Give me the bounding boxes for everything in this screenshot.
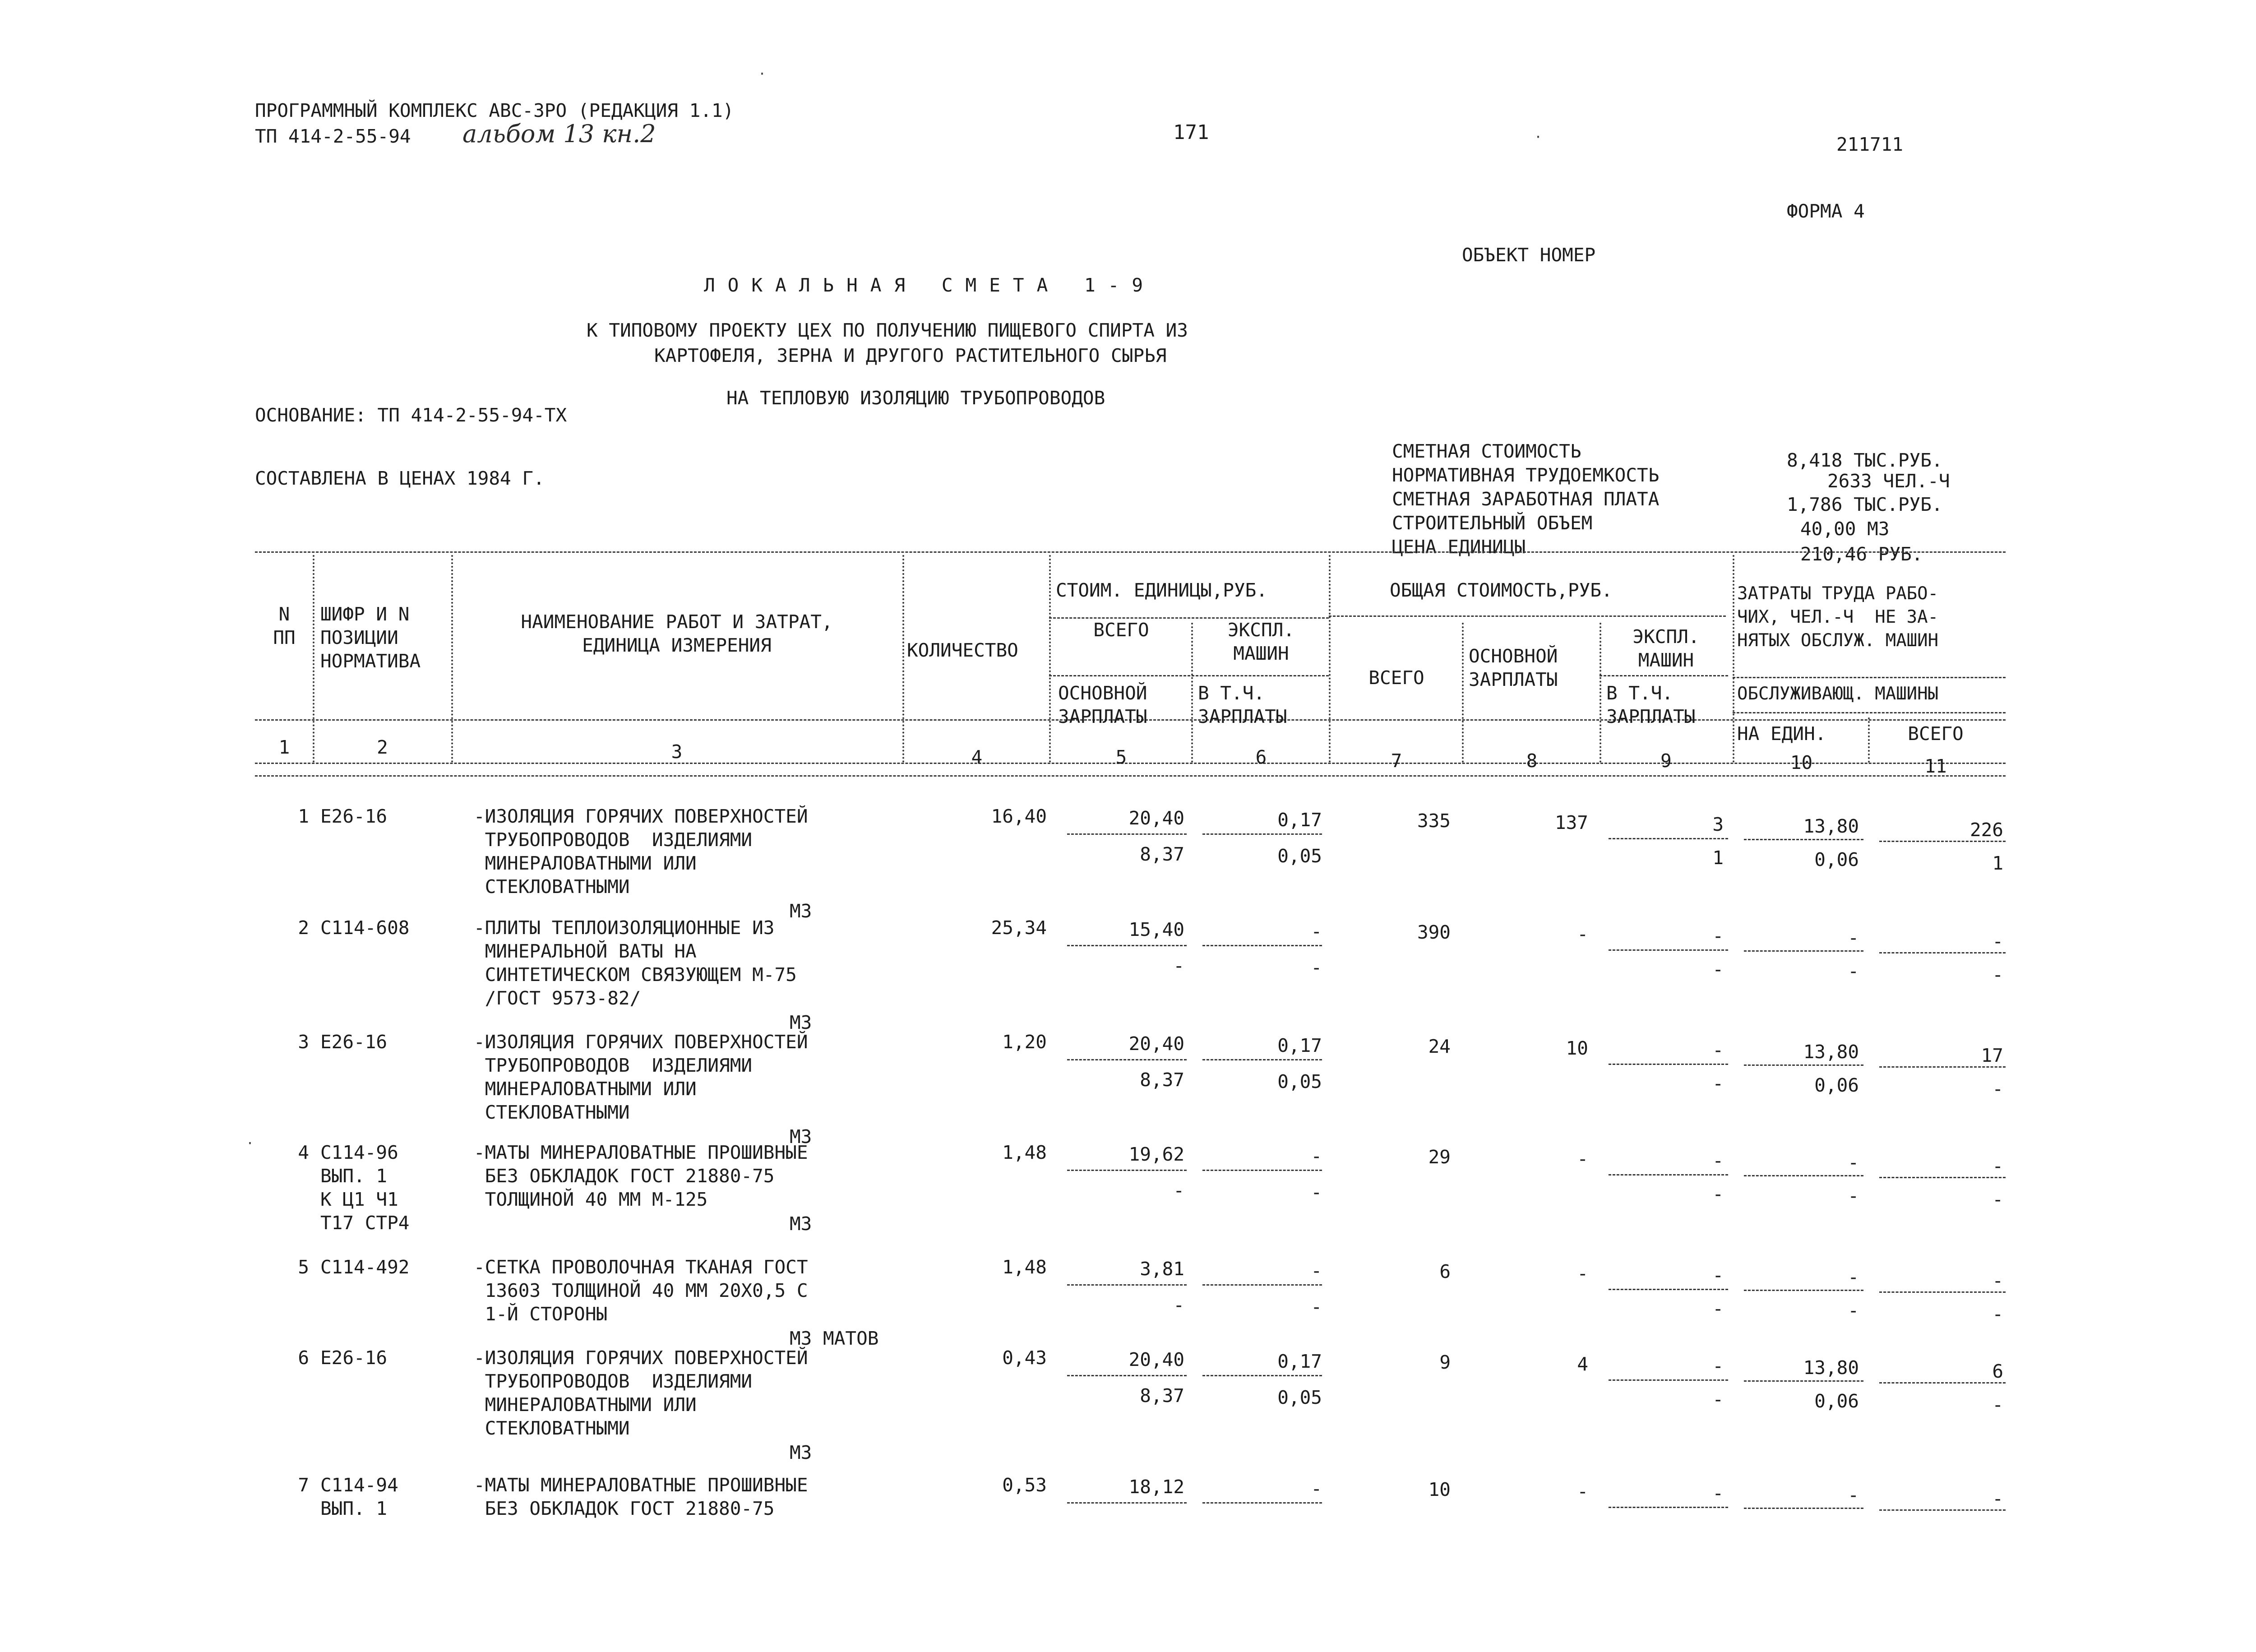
row-divider	[1744, 950, 1863, 952]
handwritten-note: альбом 13 кн.2	[462, 120, 656, 148]
row-labor-unit: 13,80	[1803, 815, 1859, 837]
row-labor-unit: 13,80	[1803, 1357, 1859, 1379]
title-line-1: К ТИПОВОМУ ПРОЕКТУ ЦЕХ ПО ПОЛУЧЕНИЮ ПИЩЕВОГО СПИРТА ИЗ	[587, 319, 1188, 341]
row-labor-total: -	[1992, 1488, 2003, 1509]
row-total-mach: 3	[1712, 814, 1724, 835]
row-labor-unit: -	[1848, 927, 1859, 949]
row-unit-wage: -	[1173, 955, 1184, 976]
row-total-wage: -	[1577, 1148, 1588, 1170]
row-divider	[1879, 1509, 2006, 1511]
row-divider	[1202, 833, 1322, 835]
total-cost-divider	[1329, 615, 1726, 617]
col-header-total-wage: ОСНОВНОЙ ЗАРПЛАТЫ	[1469, 645, 1558, 690]
row-quantity: 1,48	[1002, 1142, 1047, 1163]
summary-label: СТРОИТЕЛЬНЫЙ ОБЪЕМ	[1392, 512, 1593, 534]
row-divider	[1609, 1507, 1728, 1508]
row-divider	[1744, 1508, 1863, 1509]
unit-cost-subdivider	[1049, 675, 1329, 676]
col-header-unit-wage: ОСНОВНОЙ ЗАРПЛАТЫ	[1058, 682, 1147, 727]
row-total: 9	[1439, 1351, 1451, 1373]
row-labor-total: -	[1992, 1270, 2003, 1291]
row-labor-unit: -	[1848, 1152, 1859, 1173]
row-unit-mach: -	[1311, 1478, 1322, 1499]
row-total-mach: -	[1712, 1039, 1724, 1061]
row-total-mach: -	[1712, 925, 1724, 947]
row-total-mach-wage: -	[1712, 1183, 1724, 1205]
row-quantity: 0,53	[1002, 1474, 1047, 1496]
row-unit-wage: -	[1173, 1294, 1184, 1316]
row-unit-total: 20,40	[1128, 807, 1184, 829]
row-labor-unit: -	[1848, 1484, 1859, 1506]
row-divider	[1067, 1375, 1187, 1376]
row-total-mach: -	[1712, 1482, 1724, 1504]
row-unit-total: 19,62	[1128, 1143, 1184, 1165]
col-header-unit-mach-wage: В Т.Ч. ЗАРПЛАТЫ	[1198, 682, 1287, 727]
page-number: 171	[1173, 121, 1209, 144]
row-labor-serv-total: 1	[1992, 852, 2003, 874]
col-separator	[313, 555, 314, 763]
row-unit: М3 МАТОВ	[790, 1328, 879, 1349]
row-description: -ИЗОЛЯЦИЯ ГОРЯЧИХ ПОВЕРХНОСТЕЙ ТРУБОПРОВОДОВ ИЗДЕЛИЯМИ МИНЕРАЛОВАТНЫМИ ИЛИ СТЕКЛОВАТНЫМИ	[474, 805, 808, 898]
row-divider	[1744, 1380, 1863, 1382]
col-header-labor-unit: НА ЕДИН.	[1737, 723, 1826, 745]
row-unit-mach: 0,17	[1277, 1351, 1322, 1372]
row-divider	[1067, 1502, 1187, 1504]
row-divider	[1067, 1284, 1187, 1286]
row-unit-mach: 0,17	[1277, 1035, 1322, 1056]
labor-divider	[1733, 677, 2006, 678]
col-header-n: N ПП	[273, 603, 296, 648]
row-total: 335	[1417, 810, 1451, 832]
row-divider	[1202, 1375, 1322, 1376]
row-unit-mach-wage: -	[1311, 1296, 1322, 1318]
row-code: С114-608	[320, 917, 410, 939]
row-unit-total: 18,12	[1128, 1476, 1184, 1498]
row-quantity: 25,34	[991, 917, 1047, 939]
row-divider	[1879, 952, 2006, 953]
row-labor-serv-total: -	[1992, 964, 2003, 986]
row-description: -МАТЫ МИНЕРАЛОВАТНЫЕ ПРОШИВНЫЕ БЕЗ ОБКЛАДОК ГОСТ 21880-75 ТОЛЩИНОЙ 40 ММ М-125	[474, 1142, 808, 1210]
row-total-wage: -	[1577, 1481, 1588, 1502]
col-separator	[1329, 555, 1331, 763]
row-number: 5	[298, 1256, 309, 1278]
object-number: ОБЪЕКТ НОМЕР	[1462, 244, 1596, 266]
scan-mark: ·	[246, 1136, 254, 1152]
row-unit-wage: 8,37	[1140, 1069, 1184, 1091]
row-divider	[1202, 945, 1322, 946]
col-number: 4	[971, 746, 983, 768]
col-header-total-mach: ЭКСПЛ. МАШИН	[1632, 626, 1700, 671]
row-unit-mach-wage: -	[1311, 1181, 1322, 1203]
labor-subdivider	[1733, 712, 2006, 713]
row-divider	[1609, 1064, 1728, 1065]
row-labor-serv-total: -	[1992, 1394, 2003, 1416]
row-description: -ИЗОЛЯЦИЯ ГОРЯЧИХ ПОВЕРХНОСТЕЙ ТРУБОПРОВОДОВ ИЗДЕЛИЯМИ МИНЕРАЛОВАТНЫМИ ИЛИ СТЕКЛОВАТНЫМИ	[474, 1031, 808, 1123]
summary-label: СМЕТНАЯ ЗАРАБОТНАЯ ПЛАТА	[1392, 488, 1660, 510]
scan-mark: ·	[1534, 130, 1543, 145]
col-number: 9	[1660, 750, 1672, 772]
row-total-wage: 10	[1566, 1037, 1588, 1059]
col-separator	[1868, 717, 1870, 763]
col-header-labor-total: ВСЕГО	[1908, 723, 1964, 745]
row-code: Е26-16	[320, 1031, 388, 1053]
row-divider	[1744, 839, 1863, 840]
col-header-name: НАИМЕНОВАНИЕ РАБОТ И ЗАТРАТ, ЕДИНИЦА ИЗМЕРЕНИЯ	[521, 611, 833, 656]
col-number: 6	[1255, 746, 1267, 768]
col-header-code: ШИФР И N ПОЗИЦИИ НОРМАТИВА	[320, 603, 421, 672]
col-separator	[1733, 555, 1734, 763]
row-unit-mach: -	[1311, 1145, 1322, 1167]
row-labor-unit: -	[1848, 1266, 1859, 1288]
row-total-wage: -	[1577, 923, 1588, 945]
row-unit: М3	[790, 1442, 812, 1463]
col-separator	[451, 555, 453, 763]
basis: ОСНОВАНИЕ: ТП 414-2-55-94-ТХ	[255, 404, 567, 426]
row-divider	[1744, 1175, 1863, 1176]
row-total-mach-wage: -	[1712, 1298, 1724, 1319]
row-labor-serv: 0,06	[1814, 1390, 1859, 1412]
col-header-total-all: ВСЕГО	[1368, 667, 1424, 689]
row-divider	[1609, 1379, 1728, 1381]
row-divider	[1744, 1064, 1863, 1066]
row-unit-mach-wage: 0,05	[1277, 1071, 1322, 1092]
col-header-labor-serv: ОБСЛУЖИВАЮЩ. МАШИНЫ	[1737, 684, 1939, 704]
row-number: 4	[298, 1142, 309, 1163]
row-description: -ИЗОЛЯЦИЯ ГОРЯЧИХ ПОВЕРХНОСТЕЙ ТРУБОПРОВОДОВ ИЗДЕЛИЯМИ МИНЕРАЛОВАТНЫМИ ИЛИ СТЕКЛОВАТНЫМИ	[474, 1347, 808, 1439]
program-name: ПРОГРАММНЫЙ КОМПЛЕКС АВС-3РО (РЕДАКЦИЯ 1.1)	[255, 100, 734, 121]
summary-value: 8,418 ТЫС.РУБ.	[1787, 449, 1943, 471]
row-labor-total: 226	[1969, 819, 2003, 841]
row-total-mach-wage: -	[1712, 958, 1724, 980]
row-labor-total: -	[1992, 930, 2003, 952]
row-labor-total: 17	[1981, 1045, 2003, 1066]
row-unit: М3	[790, 1012, 812, 1033]
col-number: 2	[377, 736, 388, 758]
row-total-mach-wage: -	[1712, 1073, 1724, 1094]
row-labor-unit: 13,80	[1803, 1041, 1859, 1063]
summary-label: НОРМАТИВНАЯ ТРУДОЕМКОСТЬ	[1392, 464, 1660, 486]
col-number: 10	[1790, 752, 1813, 773]
row-quantity: 16,40	[991, 805, 1047, 827]
row-unit-total: 20,40	[1128, 1033, 1184, 1055]
row-divider	[1067, 833, 1187, 835]
row-code: С114-492	[320, 1256, 410, 1278]
row-number: 1	[298, 805, 309, 827]
row-unit-mach: 0,17	[1277, 809, 1322, 831]
row-labor-serv-total: -	[1992, 1303, 2003, 1325]
col-header-unit-cost: СТОИМ. ЕДИНИЦЫ,РУБ.	[1056, 579, 1267, 601]
row-divider	[1067, 945, 1187, 946]
row-quantity: 1,48	[1002, 1256, 1047, 1278]
row-labor-serv: -	[1848, 960, 1859, 982]
col-separator	[1462, 623, 1464, 763]
row-total: 24	[1428, 1036, 1451, 1057]
row-code: Е26-16	[320, 805, 388, 827]
col-separator	[1049, 555, 1051, 763]
col-number: 8	[1526, 750, 1538, 772]
col-separator	[1191, 623, 1193, 763]
row-divider	[1879, 1291, 2006, 1293]
col-number: 1	[278, 736, 290, 758]
row-divider	[1879, 1382, 2006, 1384]
summary-value: 2633 ЧЕЛ.-Ч	[1827, 470, 1950, 492]
row-divider	[1067, 1059, 1187, 1060]
row-code: С114-94 ВЫП. 1	[320, 1474, 398, 1519]
row-divider	[1744, 1290, 1863, 1291]
row-total-mach-wage: 1	[1712, 847, 1724, 869]
row-labor-serv-total: -	[1992, 1078, 2003, 1100]
numbers-bottom-border	[255, 775, 2006, 777]
row-divider	[1879, 1177, 2006, 1178]
row-unit-mach: -	[1311, 1260, 1322, 1282]
summary-label: ЦЕНА ЕДИНИЦЫ	[1392, 536, 1526, 558]
row-number: 2	[298, 917, 309, 939]
row-total-mach: -	[1712, 1355, 1724, 1377]
row-total: 29	[1428, 1146, 1451, 1168]
col-number: 11	[1924, 755, 1947, 777]
row-labor-total: 6	[1992, 1360, 2003, 1382]
row-total: 10	[1428, 1479, 1451, 1500]
col-number: 5	[1115, 746, 1127, 768]
row-unit-total: 20,40	[1128, 1349, 1184, 1370]
row-description: -СЕТКА ПРОВОЛОЧНАЯ ТКАНАЯ ГОСТ 13603 ТОЛЩИНОЙ 40 ММ 20Х0,5 С 1-Й СТОРОНЫ	[474, 1256, 808, 1325]
col-separator	[902, 555, 904, 763]
row-number: 3	[298, 1031, 309, 1053]
row-divider	[1609, 1174, 1728, 1175]
row-number: 6	[298, 1347, 309, 1369]
row-unit-wage: -	[1173, 1180, 1184, 1201]
col-header-unit-total: ВСЕГО	[1093, 619, 1149, 641]
row-labor-serv: 0,06	[1814, 849, 1859, 870]
summary-value: 210,46 РУБ.	[1800, 543, 1923, 565]
row-quantity: 0,43	[1002, 1347, 1047, 1369]
row-unit-mach: -	[1311, 921, 1322, 942]
row-labor-total: -	[1992, 1155, 2003, 1177]
row-code: С114-96 ВЫП. 1 К Ц1 Ч1 Т17 СТР4	[320, 1142, 410, 1234]
col-number: 3	[671, 741, 683, 763]
title-line-3: НА ТЕПЛОВУЮ ИЗОЛЯЦИЮ ТРУБОПРОВОДОВ	[726, 387, 1105, 409]
row-unit-mach-wage: 0,05	[1277, 1387, 1322, 1408]
row-total-wage: 4	[1577, 1353, 1588, 1375]
total-mach-divider	[1600, 675, 1728, 676]
row-total: 390	[1417, 921, 1451, 943]
row-total: 6	[1439, 1261, 1451, 1282]
row-total-mach: -	[1712, 1264, 1724, 1286]
row-unit: М3	[790, 1126, 812, 1148]
form-label: ФОРМА 4	[1787, 200, 1865, 222]
row-divider	[1202, 1170, 1322, 1171]
row-unit: М3	[790, 1213, 812, 1235]
estimate-title: ЛОКАЛЬНАЯ СМЕТА 1-9	[704, 274, 1156, 296]
row-unit: М3	[790, 900, 812, 922]
row-labor-serv: -	[1848, 1185, 1859, 1207]
title-line-2: КАРТОФЕЛЯ, ЗЕРНА И ДРУГОГО РАСТИТЕЛЬНОГО СЫРЬЯ	[654, 345, 1167, 366]
col-header-qty: КОЛИЧЕСТВО	[907, 639, 1018, 661]
table-top-border	[255, 551, 2006, 553]
row-total-wage: -	[1577, 1263, 1588, 1284]
row-divider	[1879, 1066, 2006, 1068]
row-unit-wage: 8,37	[1140, 1385, 1184, 1407]
row-divider	[1202, 1059, 1322, 1060]
row-divider	[1202, 1502, 1322, 1504]
row-divider	[1609, 1289, 1728, 1290]
col-header-total-mach-wage: В Т.Ч. ЗАРПЛАТЫ	[1606, 682, 1696, 727]
row-number: 7	[298, 1474, 309, 1496]
row-labor-serv: -	[1848, 1300, 1859, 1321]
summary-value: 40,00 М3	[1800, 518, 1890, 540]
project-code: ТП 414-2-55-94	[255, 125, 411, 147]
summary-value: 1,786 ТЫС.РУБ.	[1787, 494, 1943, 515]
row-divider	[1609, 949, 1728, 951]
row-description: -МАТЫ МИНЕРАЛОВАТНЫЕ ПРОШИВНЫЕ БЕЗ ОБКЛАДОК ГОСТ 21880-75	[474, 1474, 808, 1519]
col-separator	[1600, 623, 1601, 763]
document-number: 211711	[1836, 134, 1904, 155]
row-unit-total: 15,40	[1128, 919, 1184, 940]
row-quantity: 1,20	[1002, 1031, 1047, 1053]
row-divider	[1202, 1284, 1322, 1286]
row-total-mach-wage: -	[1712, 1388, 1724, 1410]
row-unit-mach-wage: -	[1311, 957, 1322, 978]
col-header-labor: ЗАТРАТЫ ТРУДА РАБО- ЧИХ, ЧЕЛ.-Ч НЕ ЗА- НЯТЫХ ОБСЛУЖ. МАШИН	[1737, 583, 1939, 651]
col-header-total-cost: ОБЩАЯ СТОИМОСТЬ,РУБ.	[1390, 579, 1613, 601]
row-divider	[1879, 841, 2006, 842]
row-description: -ПЛИТЫ ТЕПЛОИЗОЛЯЦИОННЫЕ ИЗ МИНЕРАЛЬНОЙ ВАТЫ НА СИНТЕТИЧЕСКОМ СВЯЗУЮЩЕМ М-75 /ГОСТ 9573-82/	[474, 917, 797, 1009]
col-header-unit-mach: ЭКСПЛ. МАШИН	[1227, 619, 1295, 664]
row-unit-total: 3,81	[1140, 1258, 1184, 1280]
row-unit-wage: 8,37	[1140, 843, 1184, 865]
price-basis: СОСТАВЛЕНА В ЦЕНАХ 1984 Г.	[255, 467, 545, 489]
scan-mark: ·	[758, 66, 767, 82]
row-labor-serv: 0,06	[1814, 1074, 1859, 1096]
row-divider	[1609, 838, 1728, 839]
summary-label: СМЕТНАЯ СТОИМОСТЬ	[1392, 440, 1581, 462]
row-divider	[1067, 1170, 1187, 1171]
row-labor-serv-total: -	[1992, 1189, 2003, 1210]
row-total-mach: -	[1712, 1150, 1724, 1171]
row-code: Е26-16	[320, 1347, 388, 1369]
row-total-wage: 137	[1554, 812, 1588, 833]
col-number: 7	[1391, 750, 1402, 772]
row-unit-mach-wage: 0,05	[1277, 845, 1322, 867]
